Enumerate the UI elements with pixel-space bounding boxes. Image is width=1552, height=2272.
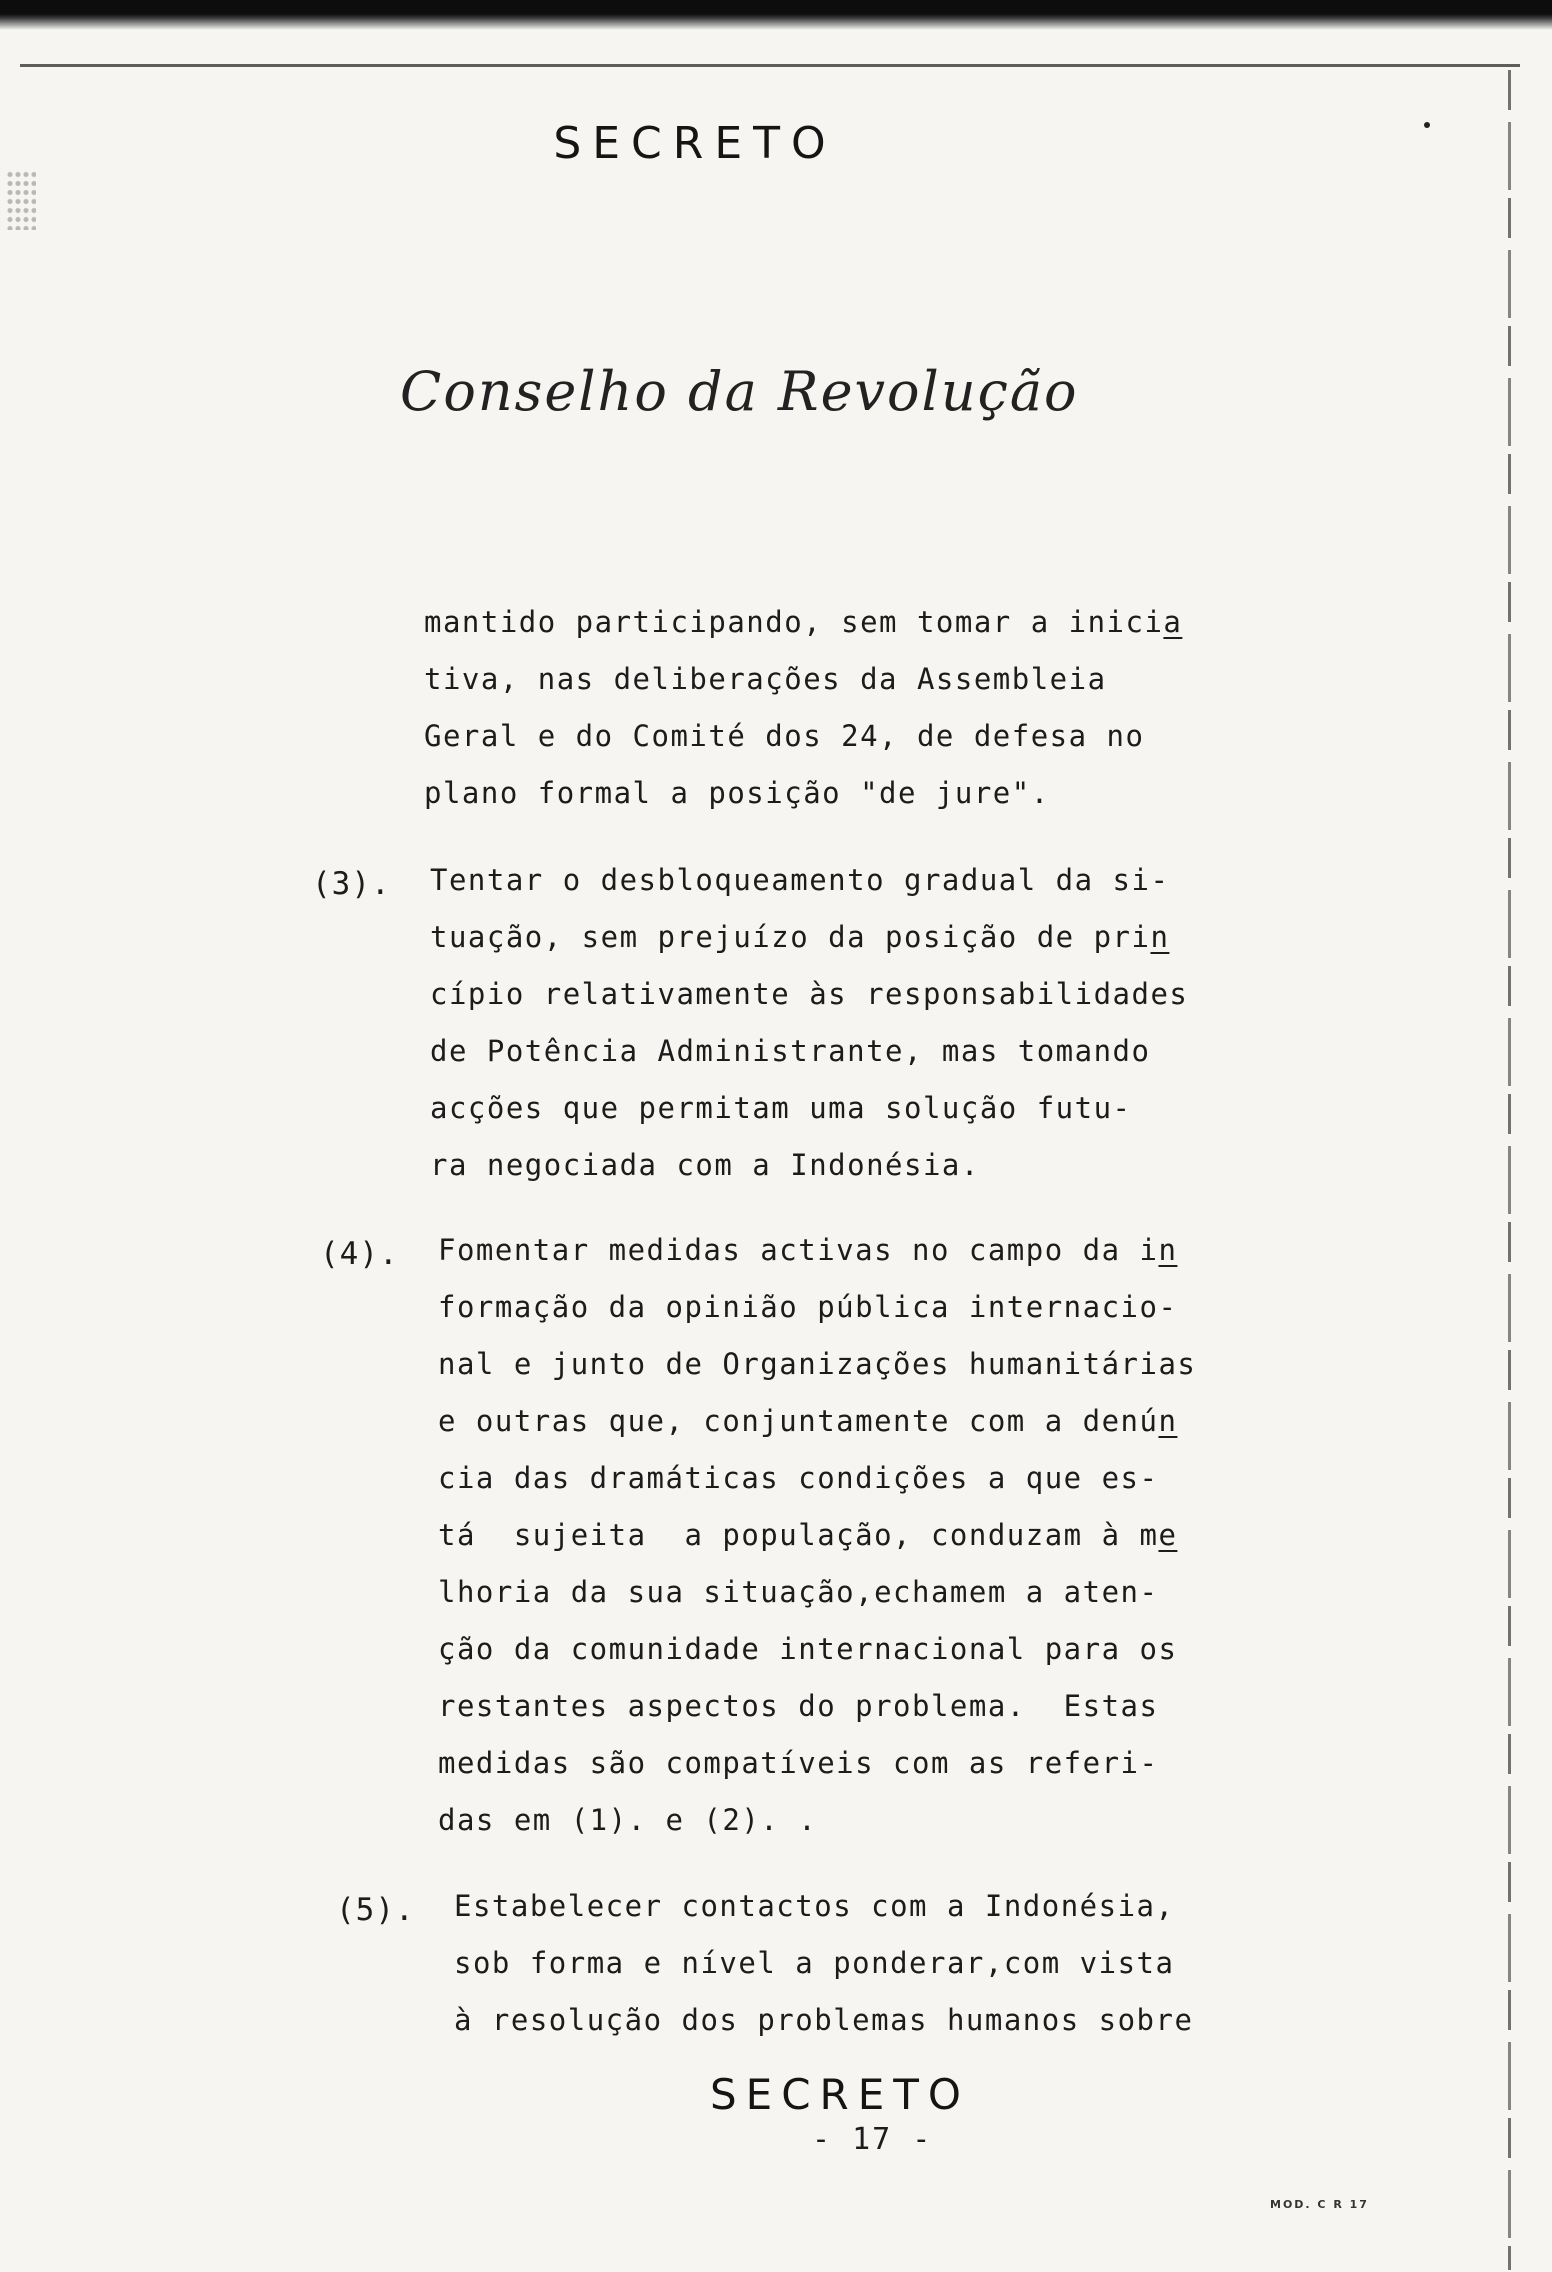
text-line: plano formal a posição "de jure". (424, 776, 1050, 810)
text-line: cípio relativamente às responsabilidades (430, 977, 1189, 1011)
scan-edge-line (20, 64, 1520, 67)
intro-paragraph (424, 594, 1182, 822)
item-4-paragraph (438, 1222, 1196, 1849)
text-line: lhoria da sua situação,echamem a aten- (438, 1575, 1159, 1609)
text-line: de Potência Administrante, mas tomando (430, 1034, 1151, 1068)
text-line: tuação, sem prejuízo da posição de prin (430, 920, 1170, 954)
scan-dot (1424, 122, 1430, 128)
item-number: (3). (312, 866, 391, 902)
item-number: (5). (336, 1892, 415, 1928)
text-line: ção da comunidade internacional para os (438, 1632, 1178, 1666)
text-line: das em (1). e (2). . (438, 1803, 818, 1837)
form-code: MOD. C R 17 (1270, 2198, 1369, 2211)
item-number: (4). (320, 1236, 399, 1272)
letterhead: Conselho da Revolução (400, 360, 1079, 423)
text-line: ra negociada com a Indonésia. (430, 1148, 980, 1182)
page-number: - 17 - (812, 2122, 933, 2157)
text-line: restantes aspectos do problema. Estas (438, 1689, 1159, 1723)
text-line: Estabelecer contactos com a Indonésia, (454, 1889, 1175, 1923)
item-5-paragraph (454, 1878, 1193, 2049)
text-line: medidas são compatíveis com as referi- (438, 1746, 1159, 1780)
text-line: Tentar o desbloqueamento gradual da si- (430, 863, 1170, 897)
footer-classification: SECRETO (710, 2070, 970, 2119)
text-line: e outras que, conjuntamente com a denún (438, 1404, 1178, 1438)
text-line: tiva, nas deliberações da Assembleia (424, 662, 1107, 696)
scan-speckle (6, 170, 36, 230)
text-line: mantido participando, sem tomar a inicia (424, 605, 1183, 639)
text-line: acções que permitam uma solução futu- (430, 1091, 1132, 1125)
text-line: à resolução dos problemas humanos sobre (454, 2003, 1194, 2037)
text-line: formação da opinião pública internacio- (438, 1290, 1178, 1324)
text-line: Fomentar medidas activas no campo da in (438, 1233, 1178, 1267)
text-line: sob forma e nível a ponderar,com vista (454, 1946, 1175, 1980)
scan-edge-right (1508, 70, 1511, 2270)
text-line: Geral e do Comité dos 24, de defesa no (424, 719, 1145, 753)
text-line: nal e junto de Organizações humanitárias (438, 1347, 1197, 1381)
text-line: cia das dramáticas condições a que es- (438, 1461, 1159, 1495)
item-3-paragraph (430, 852, 1188, 1194)
text-line: tá sujeita a população, conduzam à me (438, 1518, 1178, 1552)
header-classification: SECRETO (553, 118, 837, 169)
scan-edge-top (0, 0, 1552, 30)
